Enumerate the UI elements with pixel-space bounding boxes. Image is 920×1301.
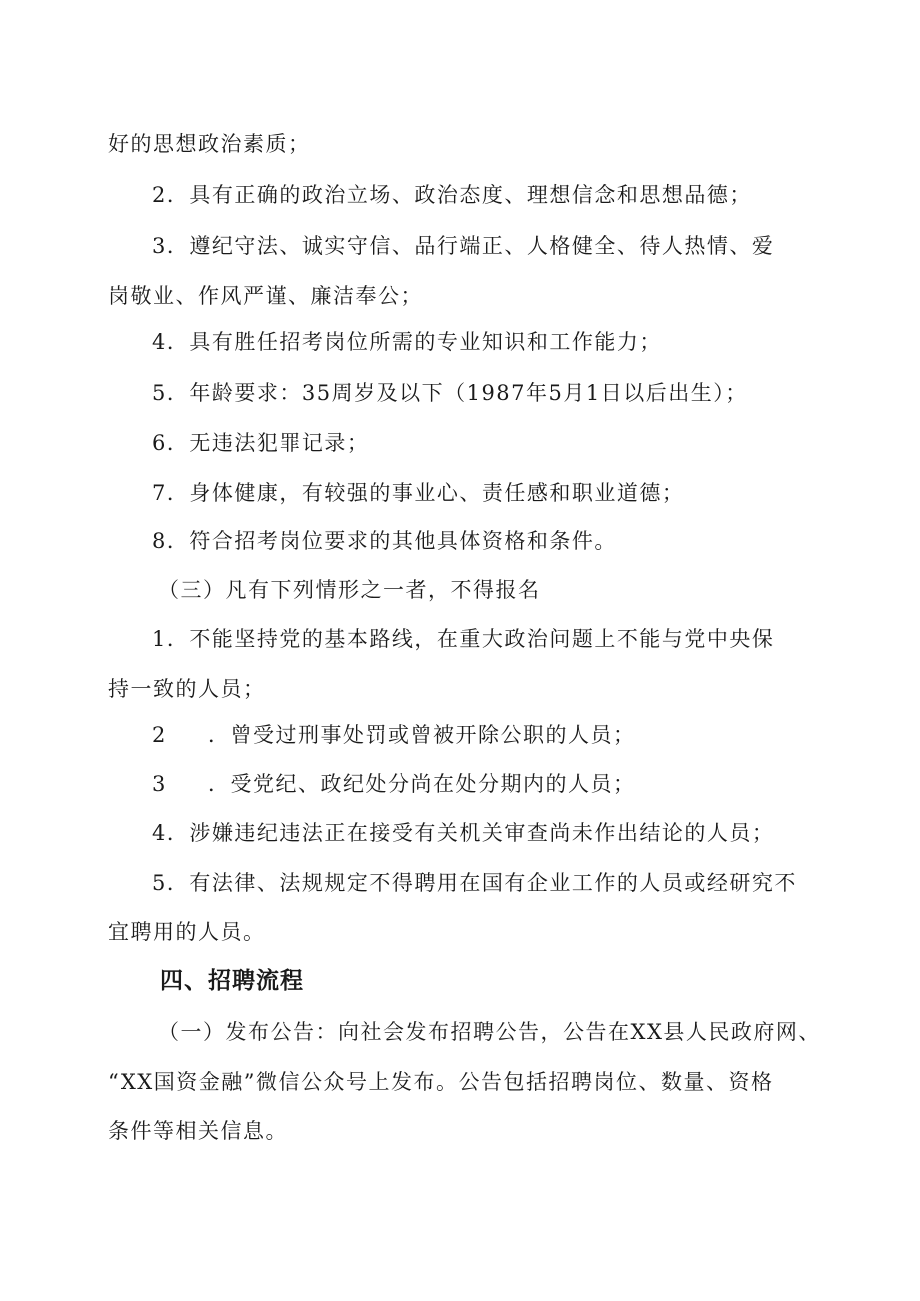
exclusion-item-4: 4．涉嫌违纪违法正在接受有关机关审查尚未作出结论的人员； bbox=[152, 821, 775, 845]
item-text: ．受党纪、政纪处分尚在处分期内的人员； bbox=[208, 772, 636, 796]
exclusion-item-5: 5．有法律、法规规定不得聘用在国有企业工作的人员或经研究不 bbox=[152, 871, 797, 895]
paragraph-line: 好的思想政治素质； bbox=[108, 132, 311, 156]
exclusion-item-3 bbox=[152, 769, 862, 799]
requirement-item-2: 2．具有正确的政治立场、政治态度、理想信念和思想品德； bbox=[152, 183, 752, 207]
requirement-item-8: 8．符合招考岗位要求的其他具体资格和条件。 bbox=[152, 529, 617, 553]
section-heading-3: （三）凡有下列情形之一者，不得报名 bbox=[158, 578, 541, 602]
item-number: 3 bbox=[152, 772, 167, 796]
process-item-1-cont2: 条件等相关信息。 bbox=[108, 1119, 288, 1143]
exclusion-item-1: 1．不能坚持党的基本路线，在重大政治问题上不能与党中央保 bbox=[152, 627, 775, 651]
requirement-item-7: 7．身体健康，有较强的事业心、责任感和职业道德； bbox=[152, 481, 685, 505]
section-heading-4: 四、招聘流程 bbox=[160, 967, 304, 994]
requirement-item-5: 5．年龄要求：35周岁及以下（1987年5月1日以后出生）； bbox=[152, 381, 748, 405]
exclusion-item-5-cont: 宜聘用的人员。 bbox=[108, 920, 266, 944]
item-text: ．曾受过刑事处罚或曾被开除公职的人员； bbox=[208, 723, 636, 747]
exclusion-item-1-cont: 持一致的人员； bbox=[108, 677, 266, 701]
requirement-item-3-cont: 岗敬业、作风严谨、廉洁奉公； bbox=[108, 284, 423, 308]
requirement-item-6: 6．无违法犯罪记录； bbox=[152, 431, 370, 455]
exclusion-item-2 bbox=[152, 720, 862, 750]
requirement-item-3: 3．遵纪守法、诚实守信、品行端正、人格健全、待人热情、爱 bbox=[152, 234, 775, 258]
requirement-item-4: 4．具有胜任招考岗位所需的专业知识和工作能力； bbox=[152, 330, 662, 354]
item-number: 2 bbox=[152, 723, 167, 747]
process-item-1: （一）发布公告：向社会发布招聘公告，公告在XX县人民政府网、 bbox=[158, 1020, 821, 1044]
process-item-1-cont: “XX国资金融”微信公众号上发布。公告包括招聘岗位、数量、资格 bbox=[108, 1070, 774, 1094]
